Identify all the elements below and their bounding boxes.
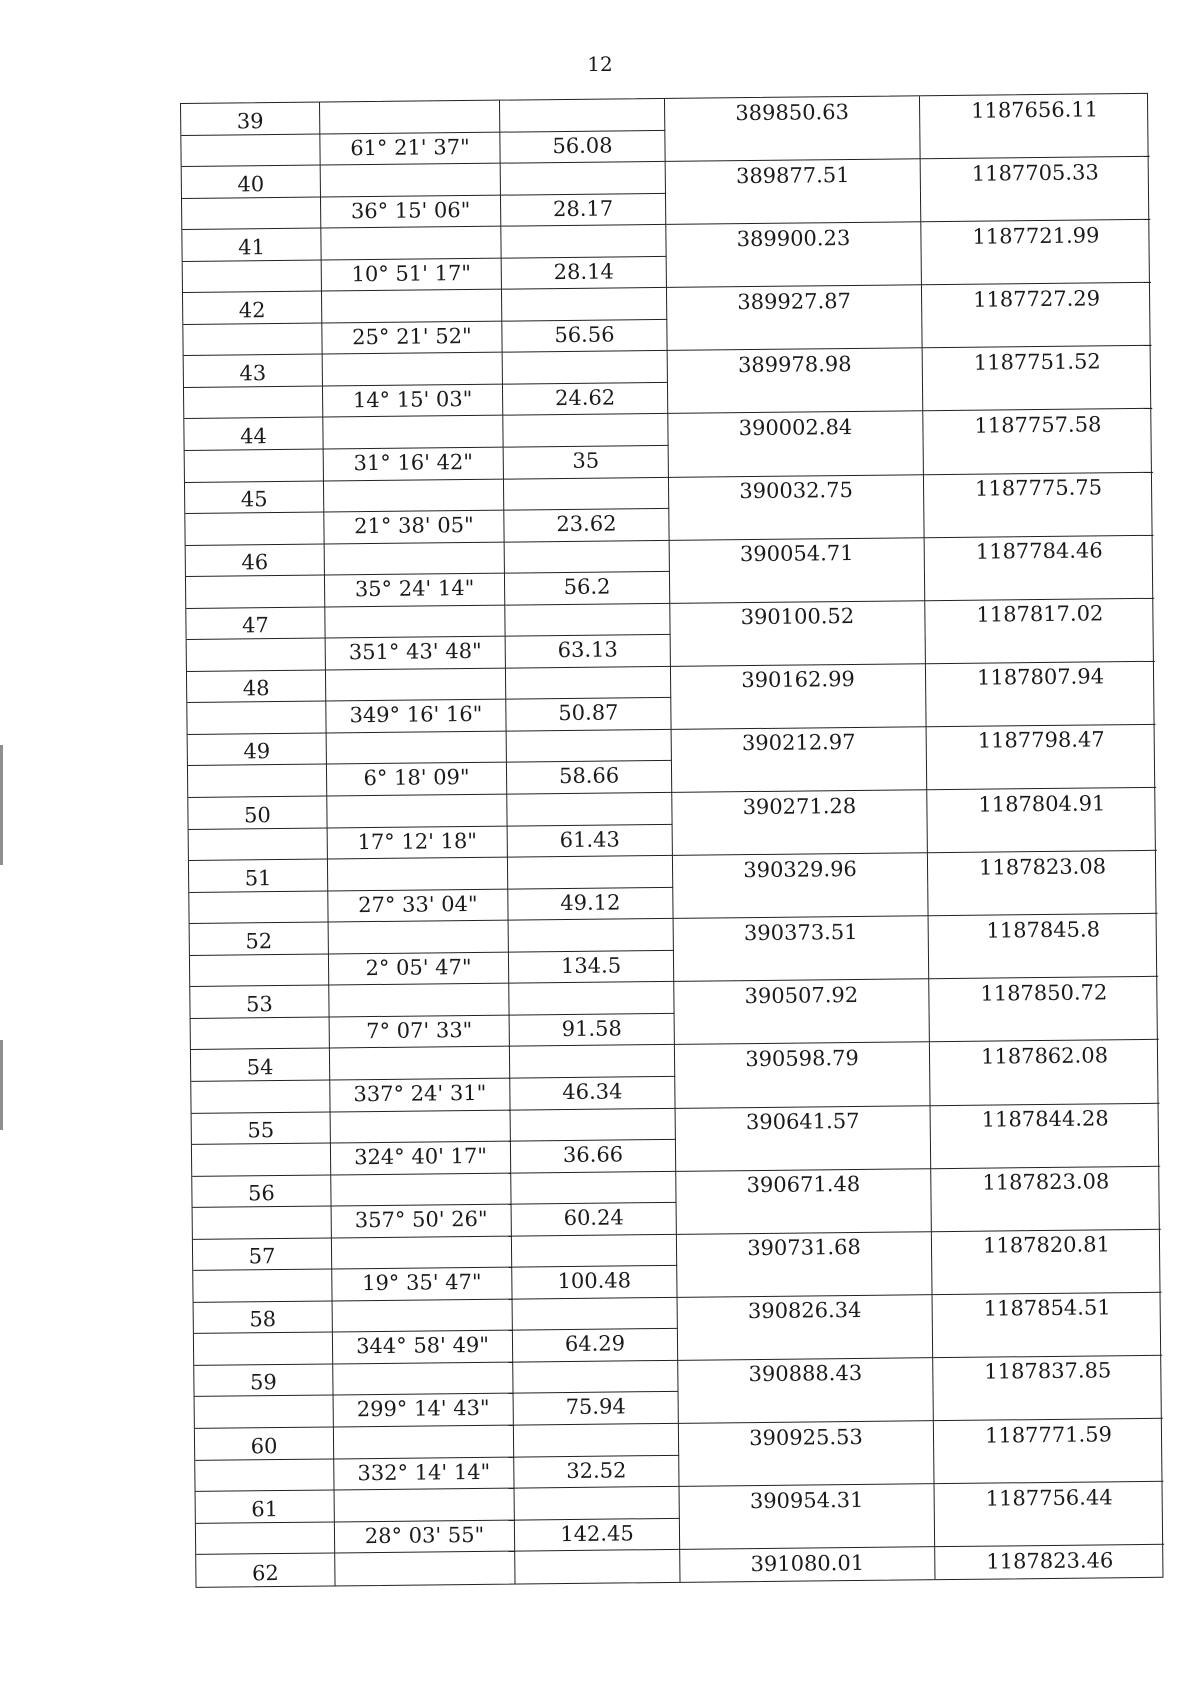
- distance-cell: [513, 1298, 678, 1331]
- point-number-cell: [187, 702, 326, 735]
- northing-cell: [935, 1513, 1164, 1547]
- easting-cell: [680, 1516, 935, 1550]
- bearing-cell: 14° 15' 03": [323, 385, 503, 418]
- northing-cell: [932, 1261, 1161, 1295]
- northing-cell: [929, 946, 1158, 980]
- northing-cell: [921, 188, 1150, 222]
- distance-cell: 100.48: [512, 1266, 677, 1299]
- bearing-cell: 21° 38' 05": [324, 511, 504, 544]
- easting-cell: [666, 191, 921, 225]
- bearing-cell: 28° 03' 55": [335, 1520, 515, 1553]
- point-number-cell: 55: [192, 1112, 331, 1145]
- easting-cell: [671, 633, 926, 667]
- bearing-cell: [332, 1236, 512, 1269]
- easting-cell: 390271.28: [672, 790, 927, 824]
- point-number-cell: [185, 513, 324, 546]
- point-number-cell: [182, 197, 321, 230]
- bearing-cell: [321, 227, 501, 260]
- easting-cell: [675, 1074, 930, 1108]
- bearing-cell: 36° 15' 06": [321, 195, 501, 228]
- bearing-cell: 61° 21' 37": [320, 132, 500, 165]
- easting-cell: [671, 696, 926, 730]
- easting-cell: 390212.97: [672, 727, 927, 761]
- distance-cell: [503, 414, 668, 447]
- bearing-cell: [329, 984, 509, 1017]
- easting-cell: 390162.99: [671, 664, 926, 698]
- northing-cell: 1187837.85: [984, 1358, 1112, 1385]
- bearing-cell: [333, 1362, 513, 1395]
- northing-cell: 1187854.51: [983, 1295, 1111, 1321]
- easting-cell: 389927.87: [667, 286, 922, 320]
- scan-edge-mark: [0, 745, 3, 865]
- point-number-cell: [190, 954, 329, 987]
- distance-cell: [502, 288, 667, 321]
- point-number-cell: 48: [187, 670, 326, 703]
- distance-cell: 91.58: [510, 1014, 675, 1047]
- point-number-cell: 45: [185, 481, 324, 514]
- scan-edge-mark: [0, 1040, 3, 1130]
- bearing-cell: [331, 1110, 511, 1143]
- point-number-cell: [195, 1459, 334, 1492]
- bearing-cell: 299° 14' 43": [334, 1394, 514, 1427]
- northing-cell: [934, 1450, 1163, 1484]
- northing-cell: [934, 1387, 1163, 1421]
- easting-cell: 389978.98: [668, 349, 923, 383]
- easting-cell: [675, 1011, 930, 1045]
- bearing-cell: 19° 35' 47": [332, 1268, 512, 1301]
- easting-cell: [674, 948, 929, 982]
- point-number-cell: [193, 1270, 332, 1303]
- point-number-cell: [192, 1144, 331, 1177]
- northing-cell: [931, 1135, 1160, 1169]
- point-number-cell: [194, 1333, 333, 1366]
- distance-cell: 61.43: [508, 824, 673, 857]
- easting-cell: 390373.51: [674, 916, 929, 950]
- distance-cell: 58.66: [507, 761, 672, 794]
- northing-cell: 1187807.94: [976, 664, 1105, 691]
- easting-cell: [667, 254, 922, 288]
- northing-cell: 1187775.75: [974, 475, 1103, 501]
- point-number-cell: [191, 1017, 330, 1050]
- northing-cell: [928, 882, 1157, 916]
- distance-cell: 23.62: [504, 509, 669, 542]
- northing-cell: 1187820.81: [982, 1232, 1111, 1258]
- northing-cell: 1187757.58: [974, 412, 1102, 438]
- point-number-cell: 57: [193, 1238, 332, 1271]
- point-number-cell: 42: [183, 292, 322, 325]
- bearing-cell: [320, 101, 500, 134]
- distance-cell: 64.29: [513, 1329, 678, 1362]
- point-number-cell: 50: [188, 797, 327, 830]
- point-number-cell: 43: [184, 355, 323, 388]
- bearing-cell: 357° 50' 26": [332, 1205, 512, 1238]
- easting-cell: 390731.68: [677, 1232, 932, 1266]
- easting-cell: [677, 1200, 932, 1234]
- point-number-cell: 52: [190, 923, 329, 956]
- bearing-cell: 6° 18' 09": [327, 763, 507, 796]
- point-number-cell: 51: [189, 860, 328, 893]
- northing-cell: [926, 630, 1155, 664]
- easting-cell: 390032.75: [669, 475, 924, 509]
- northing-cell: [933, 1324, 1162, 1358]
- distance-cell: [504, 477, 669, 510]
- easting-cell: [676, 1137, 931, 1171]
- distance-cell: 60.24: [512, 1203, 677, 1236]
- distance-cell: [507, 793, 672, 826]
- table-grid: [181, 94, 1162, 1587]
- point-number-cell: 41: [182, 229, 321, 262]
- easting-cell: 390598.79: [675, 1043, 930, 1077]
- northing-cell: 1187784.46: [975, 538, 1103, 564]
- point-number-cell: [195, 1396, 334, 1429]
- distance-cell: [514, 1424, 679, 1457]
- point-number-cell: [193, 1207, 332, 1240]
- point-number-cell: 61: [196, 1491, 335, 1524]
- point-number-cell: [181, 134, 320, 167]
- point-number-cell: [186, 576, 325, 609]
- point-number-cell: [184, 386, 323, 419]
- easting-cell: [678, 1327, 933, 1361]
- point-number-cell: [183, 260, 322, 293]
- northing-cell: [924, 504, 1153, 538]
- bearing-cell: 7° 07' 33": [330, 1015, 510, 1048]
- easting-cell: [673, 822, 928, 856]
- point-number-cell: [191, 1080, 330, 1113]
- distance-cell: [507, 730, 672, 763]
- distance-cell: [503, 351, 668, 384]
- distance-cell: [509, 982, 674, 1015]
- distance-cell: [515, 1550, 680, 1583]
- northing-cell: 1187771.59: [984, 1421, 1113, 1448]
- easting-cell: [672, 759, 927, 793]
- point-number-cell: [189, 828, 328, 861]
- distance-cell: [511, 1108, 676, 1141]
- easting-cell: 390954.31: [680, 1484, 935, 1518]
- northing-cell: [930, 1009, 1159, 1043]
- bearing-cell: 2° 05' 47": [329, 952, 509, 985]
- easting-cell: [677, 1263, 932, 1297]
- northing-cell: 1187844.28: [981, 1106, 1109, 1132]
- point-number-cell: [189, 891, 328, 924]
- distance-cell: 36.66: [511, 1140, 676, 1173]
- bearing-cell: [331, 1173, 511, 1206]
- northing-cell: 1187727.29: [973, 286, 1101, 312]
- northing-cell: 1187823.46: [986, 1548, 1114, 1574]
- northing-cell: 1187656.11: [971, 96, 1099, 123]
- easting-cell: [679, 1453, 934, 1487]
- easting-cell: [665, 128, 920, 162]
- bearing-cell: [334, 1426, 514, 1459]
- northing-cell: 1187850.72: [980, 980, 1108, 1006]
- point-number-cell: 56: [192, 1175, 331, 1208]
- distance-cell: [501, 162, 666, 195]
- point-number-cell: 47: [186, 607, 325, 640]
- easting-cell: 390002.84: [668, 412, 923, 446]
- point-number-cell: [183, 323, 322, 356]
- bearing-cell: [330, 1047, 510, 1080]
- bearing-cell: 35° 24' 14": [325, 574, 505, 607]
- distance-cell: [501, 225, 666, 258]
- northing-cell: [922, 315, 1151, 349]
- easting-cell: 390925.53: [679, 1421, 934, 1455]
- distance-cell: 28.14: [502, 257, 667, 290]
- distance-cell: 142.45: [515, 1518, 680, 1551]
- easting-cell: [673, 885, 928, 919]
- northing-cell: [927, 756, 1156, 790]
- distance-cell: 56.08: [500, 130, 665, 163]
- point-number-cell: 62: [196, 1554, 335, 1587]
- distance-cell: 46.34: [510, 1077, 675, 1110]
- coordinate-table: [180, 93, 1163, 1588]
- easting-cell: [669, 506, 924, 540]
- northing-cell: [923, 378, 1152, 412]
- point-number-cell: 46: [186, 544, 325, 577]
- bearing-cell: [335, 1552, 515, 1585]
- point-number-cell: 49: [188, 733, 327, 766]
- northing-cell: 1187804.91: [978, 790, 1106, 817]
- easting-cell: 390671.48: [676, 1169, 931, 1203]
- easting-cell: [668, 380, 923, 414]
- point-number-cell: 60: [195, 1427, 334, 1460]
- point-number-cell: [196, 1522, 335, 1555]
- bearing-cell: 351° 43' 48": [326, 637, 506, 670]
- bearing-cell: [325, 542, 505, 575]
- point-number-cell: [187, 639, 326, 672]
- point-number-cell: 53: [190, 986, 329, 1019]
- point-number-cell: [188, 765, 327, 798]
- easting-cell: 391080.01: [680, 1547, 935, 1581]
- easting-cell: [667, 317, 922, 351]
- bearing-cell: [322, 290, 502, 323]
- distance-cell: [508, 856, 673, 889]
- distance-cell: [509, 919, 674, 952]
- bearing-cell: [326, 668, 506, 701]
- northing-cell: 1187823.08: [982, 1169, 1110, 1195]
- easting-cell: 390100.52: [670, 601, 925, 635]
- easting-cell: 390507.92: [674, 980, 929, 1014]
- bearing-cell: [327, 732, 507, 765]
- distance-cell: [510, 1045, 675, 1078]
- northing-cell: 1187705.33: [971, 160, 1099, 186]
- northing-cell: 1187798.47: [977, 727, 1105, 754]
- northing-cell: [930, 1072, 1159, 1106]
- distance-cell: [512, 1235, 677, 1268]
- bearing-cell: 25° 21' 52": [322, 321, 502, 354]
- northing-cell: [928, 819, 1157, 853]
- point-number-cell: 39: [181, 103, 320, 136]
- bearing-cell: [324, 479, 504, 512]
- easting-cell: 390329.96: [673, 853, 928, 887]
- easting-cell: 390888.43: [678, 1358, 933, 1392]
- bearing-cell: 10° 51' 17": [322, 258, 502, 291]
- bearing-cell: 17° 12' 18": [328, 826, 508, 859]
- distance-cell: [500, 99, 665, 132]
- bearing-cell: [327, 795, 507, 828]
- northing-cell: 1187823.08: [978, 854, 1107, 880]
- northing-cell: 1187756.44: [985, 1484, 1113, 1511]
- northing-cell: [925, 567, 1154, 601]
- distance-cell: 35: [504, 446, 669, 479]
- point-number-cell: 54: [191, 1049, 330, 1082]
- northing-cell: 1187845.8: [986, 917, 1101, 943]
- easting-cell: 389877.51: [666, 159, 921, 193]
- page-number: 12: [587, 52, 613, 76]
- easting-cell: 390641.57: [676, 1106, 931, 1140]
- bearing-cell: [335, 1489, 515, 1522]
- distance-cell: 134.5: [509, 951, 674, 984]
- distance-cell: 32.52: [514, 1455, 679, 1488]
- point-number-cell: 58: [194, 1301, 333, 1334]
- distance-cell: [513, 1361, 678, 1394]
- distance-cell: [511, 1171, 676, 1204]
- distance-cell: 28.17: [501, 194, 666, 227]
- bearing-cell: [333, 1299, 513, 1332]
- bearing-cell: 349° 16' 16": [326, 700, 506, 733]
- easting-cell: 390826.34: [678, 1295, 933, 1329]
- point-number-cell: [185, 450, 324, 483]
- bearing-cell: [323, 416, 503, 449]
- point-number-cell: 44: [184, 418, 323, 451]
- northing-cell: [924, 441, 1153, 475]
- distance-cell: [505, 604, 670, 637]
- bearing-cell: [321, 164, 501, 197]
- bearing-cell: 324° 40' 17": [331, 1142, 511, 1175]
- easting-cell: 390054.71: [670, 538, 925, 572]
- northing-cell: [922, 252, 1151, 286]
- bearing-cell: 332° 14' 14": [334, 1457, 514, 1490]
- northing-cell: [920, 125, 1149, 159]
- bearing-cell: 344° 58' 49": [333, 1331, 513, 1364]
- northing-cell: [932, 1198, 1161, 1232]
- point-number-cell: 59: [194, 1364, 333, 1397]
- easting-cell: 389850.63: [665, 96, 920, 130]
- distance-cell: [506, 667, 671, 700]
- bearing-cell: [325, 605, 505, 638]
- northing-cell: [926, 693, 1155, 727]
- easting-cell: [669, 443, 924, 477]
- bearing-cell: [328, 858, 508, 891]
- easting-cell: [670, 569, 925, 603]
- bearing-cell: [329, 921, 509, 954]
- bearing-cell: [323, 353, 503, 386]
- distance-cell: [515, 1487, 680, 1520]
- distance-cell: 56.56: [502, 320, 667, 353]
- distance-cell: 49.12: [508, 888, 673, 921]
- bearing-cell: 31° 16' 42": [324, 448, 504, 481]
- bearing-cell: 27° 33' 04": [328, 889, 508, 922]
- easting-cell: 389900.23: [666, 222, 921, 256]
- distance-cell: 75.94: [514, 1392, 679, 1425]
- point-number-cell: 40: [182, 166, 321, 199]
- distance-cell: 50.87: [506, 698, 671, 731]
- distance-cell: 24.62: [503, 383, 668, 416]
- distance-cell: 56.2: [505, 572, 670, 605]
- northing-cell: 1187862.08: [980, 1043, 1109, 1069]
- distance-cell: [505, 541, 670, 574]
- bearing-cell: 337° 24' 31": [330, 1079, 510, 1112]
- northing-cell: 1187721.99: [972, 223, 1100, 249]
- northing-cell: 1187817.02: [976, 601, 1104, 627]
- easting-cell: [679, 1390, 934, 1424]
- distance-cell: 63.13: [506, 635, 671, 668]
- northing-cell: 1187751.52: [973, 349, 1101, 375]
